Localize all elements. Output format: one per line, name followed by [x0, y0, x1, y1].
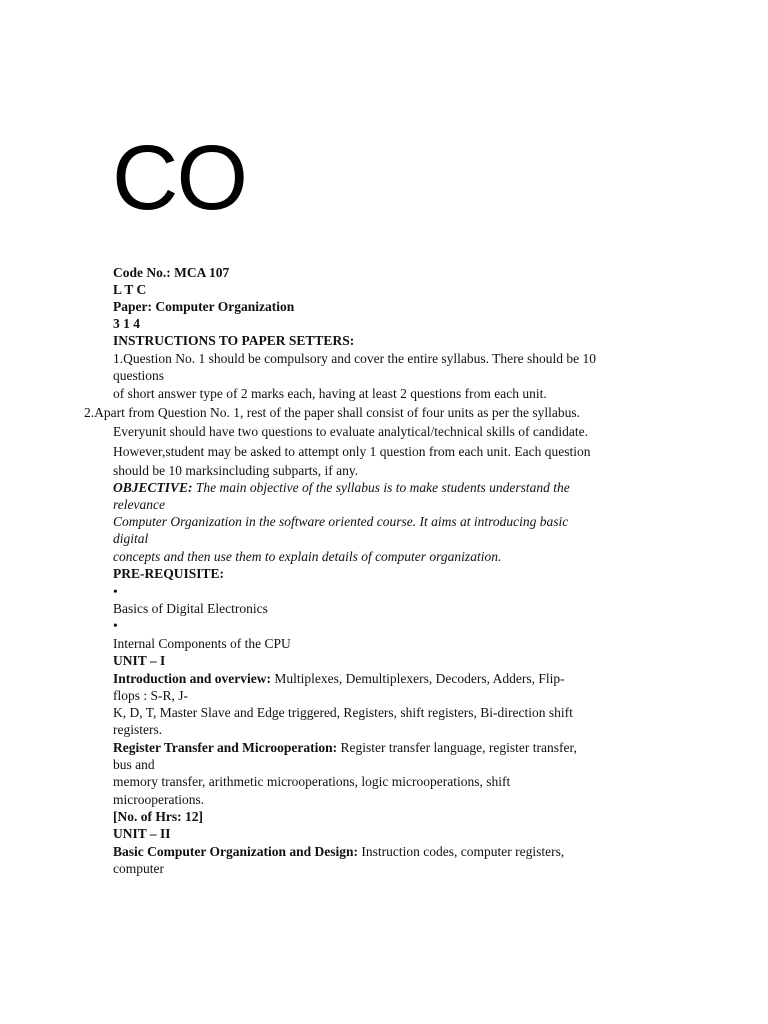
- prereq-heading: PRE-REQUISITE:: [113, 566, 225, 581]
- rtm-line-3: memory transfer, arithmetic microoperations, logic microoperations, shift: [113, 774, 511, 789]
- bullet-2: •: [113, 618, 118, 633]
- objective-line-3: Computer Organization in the software oriented course. It aims at introducing basic: [113, 514, 569, 529]
- rtm-label: Register Transfer and Microoperation:: [113, 740, 338, 755]
- objective-line-2: relevance: [113, 497, 165, 512]
- bcod-label: Basic Computer Organization and Design:: [113, 844, 359, 859]
- instruction-1-line-1: 1.Question No. 1 should be compulsory and cover the entire syllabus. There should be 10: [113, 351, 597, 366]
- instruction-2-line-2: Everyunit should have two questions to evaluate analytical/technical skills of candidate.: [113, 424, 588, 439]
- rtm-line-2: bus and: [113, 757, 155, 772]
- code-line: [113, 264, 229, 281]
- unit-2-heading: UNIT – II: [113, 826, 171, 841]
- hours-note: [No. of Hrs: 12]: [113, 809, 203, 824]
- unit-1-heading: UNIT – I: [113, 653, 166, 668]
- objective-text: The main objective of the syllabus is to make students understand the: [192, 480, 570, 495]
- ltc-values: 3 1 4: [113, 316, 140, 331]
- rtm-line-4: microoperations.: [113, 792, 205, 807]
- intro-line-3: K, D, T, Master Slave and Edge triggered, Registers, shift registers, Bi-direction shift: [113, 705, 573, 720]
- instruction-1-line-3: of short answer type of 2 marks each, having at least 2 questions from each unit.: [113, 386, 547, 401]
- intro-label: Introduction and overview:: [113, 671, 272, 686]
- objective-line-1: [113, 479, 570, 496]
- ltc-header: L T C: [113, 282, 147, 297]
- intro-line-1: [113, 670, 565, 687]
- code-label: Code No.:: [113, 265, 175, 280]
- bullet-1: •: [113, 584, 118, 599]
- paper-value: Computer Organization: [155, 299, 295, 314]
- instructions-heading: INSTRUCTIONS TO PAPER SETTERS:: [113, 333, 355, 348]
- code-value: MCA 107: [174, 265, 230, 280]
- objective-line-5: concepts and then use them to explain details of computer organization.: [113, 549, 502, 564]
- prereq-item-1: Basics of Digital Electronics: [113, 601, 268, 616]
- bcod-line-2: computer: [113, 861, 164, 876]
- bcod-text: Instruction codes, computer registers,: [358, 844, 565, 859]
- instruction-2-line-4: should be 10 marksincluding subparts, if any.: [113, 463, 359, 478]
- instruction-2-line-3: However,student may be asked to attempt only 1 question from each unit. Each question: [113, 444, 591, 459]
- intro-line-2: flops : S-R, J-: [113, 688, 189, 703]
- bcod-line-1: [113, 843, 564, 860]
- instruction-2-line-1: 2.Apart from Question No. 1, rest of the paper shall consist of four units as per the syllabus.: [84, 405, 581, 420]
- paper-label: Paper:: [113, 299, 156, 314]
- rtm-text: Register transfer language, register transfer,: [337, 740, 577, 755]
- paper-line: [113, 298, 294, 315]
- page-title: CO: [112, 127, 246, 229]
- prereq-item-2: Internal Components of the CPU: [113, 636, 291, 651]
- intro-text: Multiplexes, Demultiplexers, Decoders, Adders, Flip-: [271, 671, 565, 686]
- rtm-line-1: [113, 739, 577, 756]
- instruction-1-line-2: questions: [113, 368, 165, 383]
- intro-line-4: registers.: [113, 722, 163, 737]
- objective-label: OBJECTIVE:: [113, 480, 193, 495]
- objective-line-4: digital: [113, 531, 149, 546]
